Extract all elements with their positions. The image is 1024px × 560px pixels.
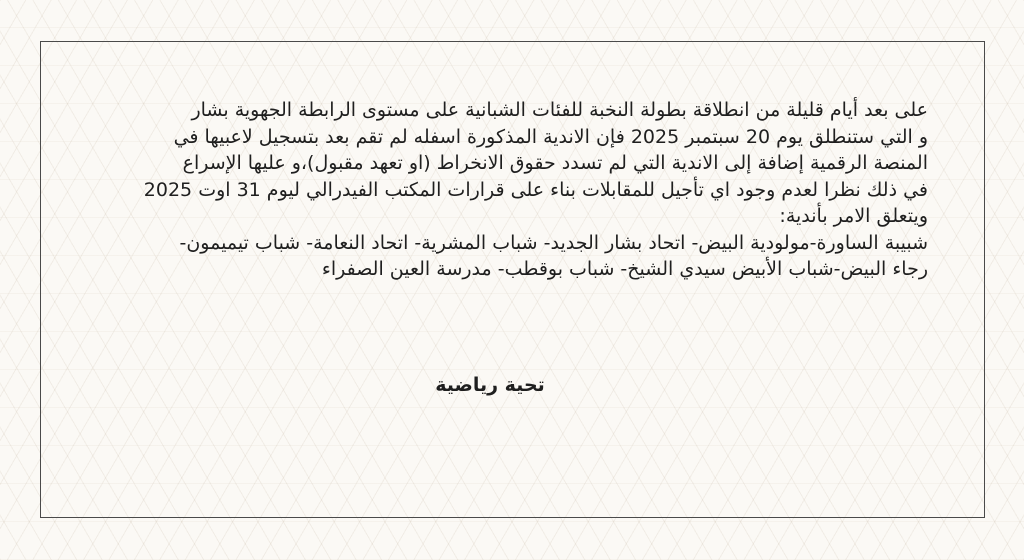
announcement-line-5: ويتعلق الامر بأندية: xyxy=(779,205,928,227)
club-list-line-2: رجاء البيض-شباب الأبيض سيدي الشيخ- شباب بوقطب- مدرسة العين الصفراء xyxy=(321,258,928,280)
announcement-line-4: في ذلك نظرا لعدم وجود اي تأجيل للمقابلات بناء على قرارات المكتب الفيدرالي ليوم 31 اوت 2025 xyxy=(143,178,928,201)
announcement-body xyxy=(78,97,928,283)
announcement-line-2: و التي ستنطلق يوم 20 سبتمبر 2025 فإن الاندية المذكورة اسفله لم تقم بعد بتسجيل لاعبيها في xyxy=(173,125,928,148)
announcement-line-3: المنصة الرقمية إضافة إلى الاندية التي لم تسدد حقوق الانخراط (او تعهد مقبول)،و عليها الإسراع xyxy=(182,152,928,174)
club-list-line-1: شبيبة الساورة-مولودية البيض- اتحاد بشار الجديد- شباب المشرية- اتحاد النعامة- شباب تيميمون- xyxy=(179,231,928,254)
closing-greeting: تحية رياضية xyxy=(435,374,545,396)
announcement-line-1: على بعد أيام قليلة من انطلاقة بطولة النخبة للفئات الشبانية على مستوى الرابطة الجهوية بشار xyxy=(191,99,928,121)
